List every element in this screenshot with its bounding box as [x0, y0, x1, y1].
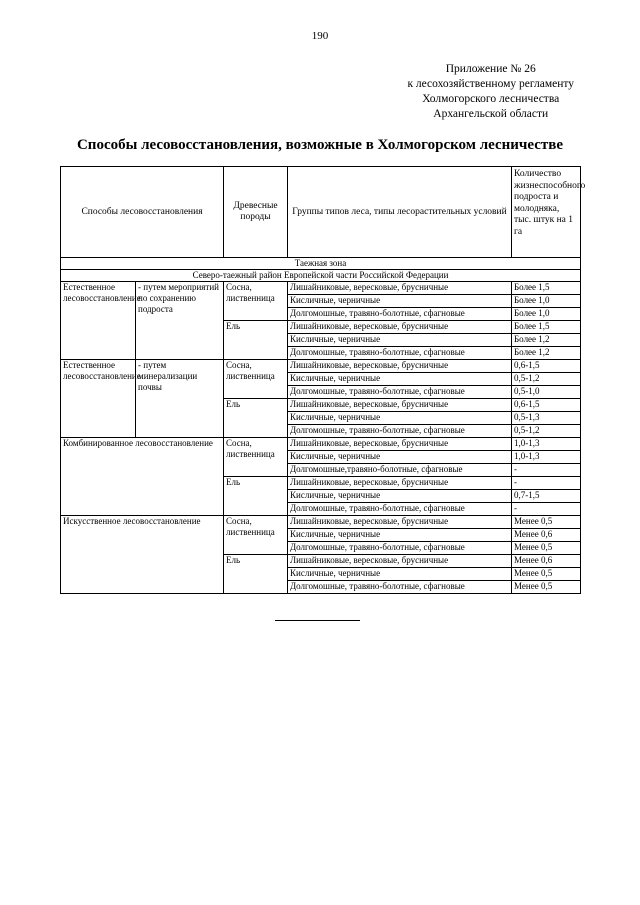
appendix-block [407, 62, 574, 122]
quantity-cell: 1,0-1,3 [512, 438, 581, 451]
closing-rule [275, 620, 360, 621]
quantity-cell: Менее 0,6 [512, 529, 581, 542]
submethod-cell: - путем минерализации почвы [136, 360, 224, 438]
quantity-cell: - [512, 464, 581, 477]
forest-group-cell: Кисличные, черничные [288, 412, 512, 425]
quantity-cell: Менее 0,5 [512, 568, 581, 581]
species-cell: Ель [224, 321, 288, 360]
table-row [61, 360, 581, 373]
quantity-cell: Более 1,5 [512, 321, 581, 334]
forest-group-cell: Лишайниковые, вересковые, брусничные [288, 516, 512, 529]
forest-group-cell: Лишайниковые, вересковые, брусничные [288, 282, 512, 295]
quantity-cell: - [512, 503, 581, 516]
page-number: 190 [311, 30, 329, 42]
forest-group-cell: Долгомошные, травяно-болотные, сфагновые [288, 542, 512, 555]
header-quantity: Количество жизнеспособного подроста и молодняка, тыс. штук на 1 га [512, 167, 581, 258]
table-row [61, 516, 581, 529]
method-cell: Искусственное лесовосстановление [61, 516, 224, 594]
quantity-cell: Менее 0,5 [512, 581, 581, 594]
forest-group-cell: Лишайниковые, вересковые, брусничные [288, 360, 512, 373]
header-row [61, 167, 581, 258]
forest-group-cell: Лишайниковые, вересковые, брусничные [288, 477, 512, 490]
forest-group-cell: Лишайниковые, вересковые, брусничные [288, 555, 512, 568]
appendix-line-2: к лесохозяйственному регламенту [407, 78, 574, 90]
forest-group-cell: Кисличные, черничные [288, 529, 512, 542]
quantity-cell: - [512, 477, 581, 490]
quantity-cell: 1,0-1,3 [512, 451, 581, 464]
quantity-cell: Более 1,5 [512, 282, 581, 295]
appendix-line-1: Приложение № 26 [445, 63, 536, 75]
quantity-cell: 0,5-1,2 [512, 425, 581, 438]
region-row [61, 270, 581, 282]
forest-group-cell: Кисличные, черничные [288, 295, 512, 308]
forest-group-cell: Кисличные, черничные [288, 334, 512, 347]
species-cell: Сосна, лиственница [224, 282, 288, 321]
zone-label: Таежная зона [61, 258, 581, 270]
forest-group-cell: Лишайниковые, вересковые, брусничные [288, 321, 512, 334]
quantity-cell: Менее 0,5 [512, 542, 581, 555]
header-methods: Способы лесовосстановления [61, 167, 224, 258]
quantity-cell: 0,5-1,2 [512, 373, 581, 386]
method-cell: Комбинированное лесовосстановление [61, 438, 224, 516]
species-cell: Сосна, лиственница [224, 516, 288, 555]
quantity-cell: Более 1,2 [512, 334, 581, 347]
quantity-cell: 0,7-1,5 [512, 490, 581, 503]
table-row [61, 282, 581, 295]
forest-group-cell: Долгомошные, травяно-болотные, сфагновые [288, 581, 512, 594]
forest-group-cell: Лишайниковые, вересковые, брусничные [288, 399, 512, 412]
forest-group-cell: Долгомошные, травяно-болотные, сфагновые [288, 425, 512, 438]
quantity-cell: 0,5-1,3 [512, 412, 581, 425]
forest-group-cell: Долгомошные, травяно-болотные, сфагновые [288, 308, 512, 321]
header-groups: Группы типов леса, типы лесорастительных условий [288, 167, 512, 258]
forest-group-cell: Лишайниковые, вересковые, брусничные [288, 438, 512, 451]
quantity-cell: Менее 0,5 [512, 516, 581, 529]
quantity-cell: 0,6-1,5 [512, 360, 581, 373]
forest-group-cell: Долгомошные, травяно-болотные, сфагновые [288, 386, 512, 399]
quantity-cell: 0,6-1,5 [512, 399, 581, 412]
forest-group-cell: Долгомошные, травяно-болотные, сфагновые [288, 503, 512, 516]
quantity-cell: Более 1,0 [512, 295, 581, 308]
species-cell: Сосна, лиственница [224, 360, 288, 399]
document-title: Способы лесовосстановления, возможные в Холмогорском лесничестве [76, 137, 564, 153]
table-row [61, 438, 581, 451]
method-cell: Естественное лесовосстановление [61, 360, 136, 438]
species-cell: Ель [224, 399, 288, 438]
zone-row [61, 258, 581, 270]
forest-group-cell: Кисличные, черничные [288, 373, 512, 386]
region-label: Северо-таежный район Европейской части Российской Федерации [61, 270, 581, 282]
quantity-cell: 0,5-1,0 [512, 386, 581, 399]
appendix-line-4: Архангельской области [433, 108, 549, 120]
method-cell: Естественное лесовосстановление [61, 282, 136, 360]
reforestation-table [60, 166, 586, 594]
species-cell: Сосна, лиственница [224, 438, 288, 477]
forest-group-cell: Кисличные, черничные [288, 568, 512, 581]
species-cell: Ель [224, 555, 288, 594]
header-species: Древесные породы [224, 167, 288, 258]
forest-group-cell: Долгомошные, травяно-болотные, сфагновые [288, 347, 512, 360]
quantity-cell: Более 1,0 [512, 308, 581, 321]
quantity-cell: Более 1,2 [512, 347, 581, 360]
quantity-cell: Менее 0,6 [512, 555, 581, 568]
species-cell: Ель [224, 477, 288, 516]
forest-group-cell: Кисличные, черничные [288, 490, 512, 503]
forest-group-cell: Кисличные, черничные [288, 451, 512, 464]
forest-group-cell: Долгомошные,травяно-болотные, сфагновые [288, 464, 512, 477]
appendix-line-3: Холмогорского лесничества [422, 93, 560, 105]
submethod-cell: - путем мероприятий по сохранению подроста [136, 282, 224, 360]
